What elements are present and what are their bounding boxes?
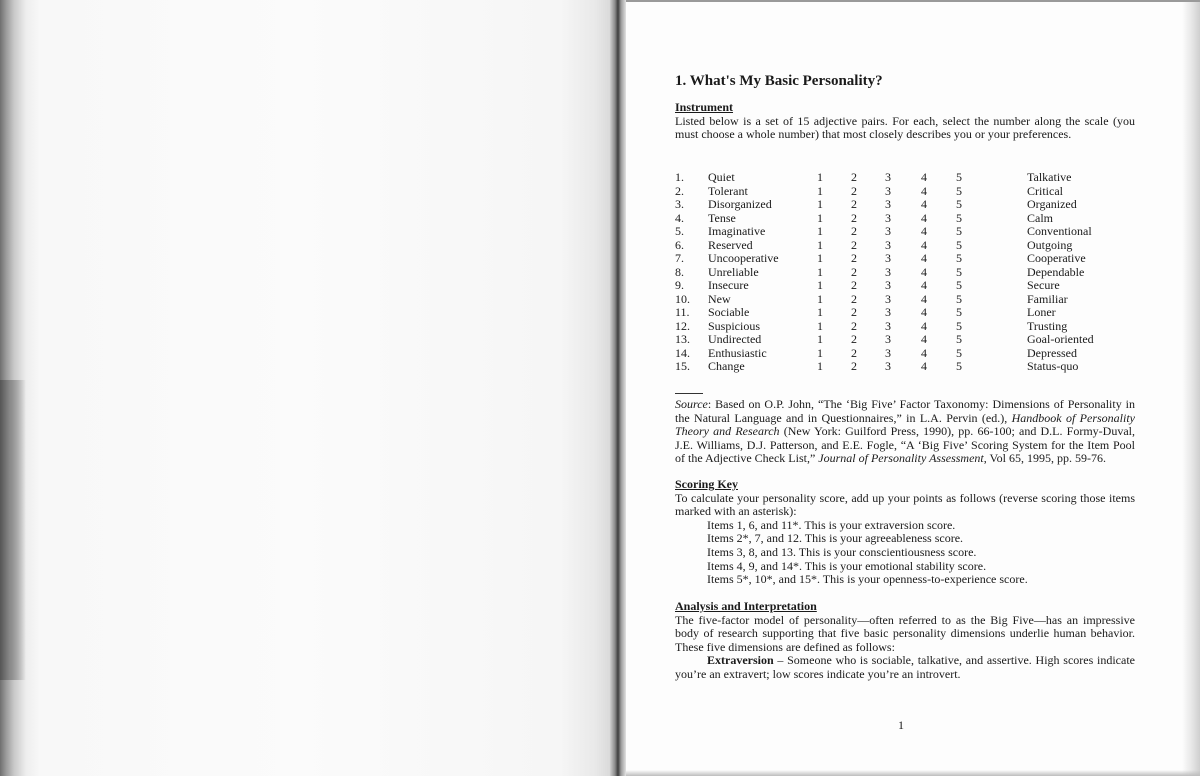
source-book-title: Handbook of Personality Theory and Research [675,410,1135,439]
scale-value-3: 3 [885,305,891,319]
item-left-adjective: New [708,291,731,306]
scale-value-4: 4 [921,318,927,333]
scale-value-3: 3 [885,251,891,265]
item-right-adjective: Status-quo [1027,359,1079,373]
item-right-adjective: Calm [1027,210,1053,225]
scale-value-5: 5 [956,305,962,319]
item-right-adjective: Talkative [1027,170,1072,184]
scale-value-3: 3 [885,264,891,279]
scale-value-5: 5 [956,318,962,333]
scale-value-3: 3 [885,210,891,225]
scale-value-4: 4 [921,305,927,319]
extraversion-text: – Someone who is sociable, talkative, and assertive. High scores indicate you’re an extravert; low scores indicate you’re an introvert. [675,653,1135,681]
item-row [675,292,1135,306]
item-row [675,278,1135,292]
scale-value-2: 2 [851,359,857,373]
bottom-page-edge [626,770,1200,776]
scale-value-1: 1 [817,170,823,184]
source-label: Source [675,397,708,411]
item-row [675,305,1135,319]
item-right-adjective: Depressed [1027,345,1077,360]
scale-value-5: 5 [956,345,962,360]
item-right-adjective: Outgoing [1027,237,1073,252]
scale-value-1: 1 [817,237,823,252]
book-spine [610,0,626,776]
item-number: 11. [675,305,690,319]
scale-value-5: 5 [956,359,962,373]
item-left-adjective: Tolerant [708,183,748,198]
item-left-adjective: Change [708,359,745,373]
page-title: 1. What's My Basic Personality? [675,73,883,89]
scale-value-4: 4 [921,197,927,211]
scale-value-5: 5 [956,183,962,198]
item-row [675,184,1135,198]
scale-value-1: 1 [817,224,823,238]
scale-value-4: 4 [921,359,927,373]
scale-value-3: 3 [885,237,891,252]
top-page-edge [626,0,1200,2]
item-row [675,238,1135,252]
item-right-adjective: Cooperative [1027,251,1086,265]
instrument-heading: Instrument [675,100,734,114]
item-right-adjective: Familiar [1027,291,1068,306]
item-row [675,251,1135,265]
scale-value-1: 1 [817,318,823,333]
item-left-adjective: Suspicious [708,318,761,333]
item-row [675,211,1135,225]
item-left-adjective: Reserved [708,237,753,252]
scale-value-5: 5 [956,278,962,292]
scoring-key-section [675,478,1135,587]
scoring-line: Items 1, 6, and 11*. This is your extraversion score. [707,517,956,532]
item-number: 15. [675,359,690,373]
scale-value-5: 5 [956,332,962,346]
scale-value-1: 1 [817,197,823,211]
scoring-intro: To calculate your personality score, add up your points as follows (reverse scoring those items marked with an asterisk): [675,490,1135,519]
item-number: 6. [675,237,684,252]
source-text-1: : Based on O.P. John, “The ‘Big Five’ Factor Taxonomy: Dimensions of Personality in the Natural Language and in Questionnaires,” in L.A. Pervin (ed.), [675,397,1135,425]
scale-value-5: 5 [956,291,962,306]
item-left-adjective: Insecure [708,278,749,292]
item-number: 7. [675,251,684,265]
item-right-adjective: Secure [1027,278,1060,292]
source-journal-title: Journal of Personality Assessment [818,451,984,466]
scale-value-5: 5 [956,210,962,225]
adjective-pairs-list [675,170,1135,373]
item-left-adjective: Tense [708,210,736,225]
scale-value-5: 5 [956,224,962,238]
analysis-section [675,600,1135,682]
scoring-line: Items 3, 8, and 13. This is your conscientiousness score. [707,544,977,559]
scale-value-1: 1 [817,278,823,292]
scale-value-2: 2 [851,237,857,252]
item-right-adjective: Goal-oriented [1027,332,1094,346]
item-number: 13. [675,332,690,346]
scale-value-1: 1 [817,210,823,225]
scale-value-4: 4 [921,332,927,346]
scale-value-5: 5 [956,170,962,184]
scale-value-2: 2 [851,224,857,238]
item-left-adjective: Undirected [708,332,762,346]
scale-value-4: 4 [921,224,927,238]
source-text-3: , Vol 65, 1995, pp. 59-76. [983,451,1106,466]
extraversion-label: Extraversion [707,653,774,668]
scoring-line: Items 2*, 7, and 12. This is your agreeableness score. [707,531,964,546]
scale-value-3: 3 [885,359,891,373]
scale-value-4: 4 [921,251,927,265]
item-number: 14. [675,345,690,360]
scale-value-3: 3 [885,291,891,306]
scoring-lines [675,519,1135,587]
scale-value-3: 3 [885,170,891,184]
scale-value-2: 2 [851,197,857,211]
right-page-edge [1182,0,1200,776]
scale-value-2: 2 [851,291,857,306]
item-left-adjective: Enthusiastic [708,345,767,360]
item-number: 3. [675,197,684,211]
extraversion-definition [675,654,1135,681]
scale-value-3: 3 [885,183,891,198]
scale-value-3: 3 [885,224,891,238]
item-row [675,359,1135,373]
left-page-shadow [0,380,26,680]
item-right-adjective: Critical [1027,183,1063,198]
item-row [675,332,1135,346]
instrument-text: Listed below is a set of 15 adjective pairs. For each, select the number along the scale (you must choose a whole number) that most closely describes you or your preferences. [675,113,1135,142]
scale-value-3: 3 [885,345,891,360]
source-text-2: (New York: Guilford Press, 1990), pp. 66-100; and D.L. Formy-Duval, J.E. Williams, D.J. Patterson, and E.E. Fogle, “A ‘Big Five’ Scoring System for the Item Pool of the Adjective Check List,” [675,424,1135,466]
item-left-adjective: Imaginative [708,224,766,238]
item-number: 1. [675,170,684,184]
scale-value-4: 4 [921,170,927,184]
scale-value-4: 4 [921,183,927,198]
item-number: 9. [675,278,684,292]
scale-value-1: 1 [817,291,823,306]
scale-value-3: 3 [885,332,891,346]
item-number: 8. [675,264,684,279]
scale-value-1: 1 [817,332,823,346]
scale-value-2: 2 [851,170,857,184]
item-row [675,346,1135,360]
item-row [675,170,1135,184]
scale-value-5: 5 [956,197,962,211]
scale-value-5: 5 [956,251,962,265]
scale-value-3: 3 [885,318,891,333]
item-left-adjective: Disorganized [708,197,772,211]
scoring-line: Items 5*, 10*, and 15*. This is your openness-to-experience score. [707,572,1028,587]
scale-value-5: 5 [956,264,962,279]
scale-value-2: 2 [851,332,857,346]
scale-value-5: 5 [956,237,962,252]
scale-value-1: 1 [817,359,823,373]
scale-value-4: 4 [921,237,927,252]
page-number: 1 [898,718,904,732]
scale-value-3: 3 [885,278,891,292]
scale-value-2: 2 [851,345,857,360]
scale-value-1: 1 [817,264,823,279]
scale-value-2: 2 [851,305,857,319]
analysis-text: The five-factor model of personality—often referred to as the Big Five—has an impressive body of research supporting that five basic personality dimensions underlie human behavior. These five dimensions are defined as follows: [675,612,1135,654]
scale-value-2: 2 [851,251,857,265]
item-number: 5. [675,224,684,238]
scale-value-4: 4 [921,278,927,292]
item-row [675,224,1135,238]
source-citation [675,393,1135,466]
scoring-heading: Scoring Key [675,477,738,491]
scale-value-4: 4 [921,291,927,306]
item-left-adjective: Quiet [708,170,735,184]
scale-value-4: 4 [921,264,927,279]
item-number: 12. [675,318,690,333]
item-row [675,319,1135,333]
scale-value-1: 1 [817,183,823,198]
item-row [675,197,1135,211]
analysis-heading: Analysis and Interpretation [675,599,817,613]
scale-value-1: 1 [817,345,823,360]
scale-value-4: 4 [921,345,927,360]
item-number: 2. [675,183,684,198]
item-row [675,265,1135,279]
scale-value-2: 2 [851,183,857,198]
item-right-adjective: Trusting [1027,318,1068,333]
scale-value-2: 2 [851,264,857,279]
item-left-adjective: Sociable [708,305,750,319]
scale-value-3: 3 [885,197,891,211]
scale-value-4: 4 [921,210,927,225]
item-number: 4. [675,210,684,225]
item-right-adjective: Organized [1027,197,1077,211]
item-right-adjective: Loner [1027,305,1056,319]
scale-value-1: 1 [817,251,823,265]
scale-value-2: 2 [851,318,857,333]
item-left-adjective: Unreliable [708,264,759,279]
intro-block [675,72,1135,142]
item-right-adjective: Dependable [1027,264,1085,279]
footnote-rule [675,393,703,394]
item-right-adjective: Conventional [1027,224,1092,238]
item-left-adjective: Uncooperative [708,251,779,265]
item-number: 10. [675,291,690,306]
scale-value-2: 2 [851,278,857,292]
scale-value-1: 1 [817,305,823,319]
scoring-line: Items 4, 9, and 14*. This is your emotional stability score. [707,558,987,573]
scale-value-2: 2 [851,210,857,225]
